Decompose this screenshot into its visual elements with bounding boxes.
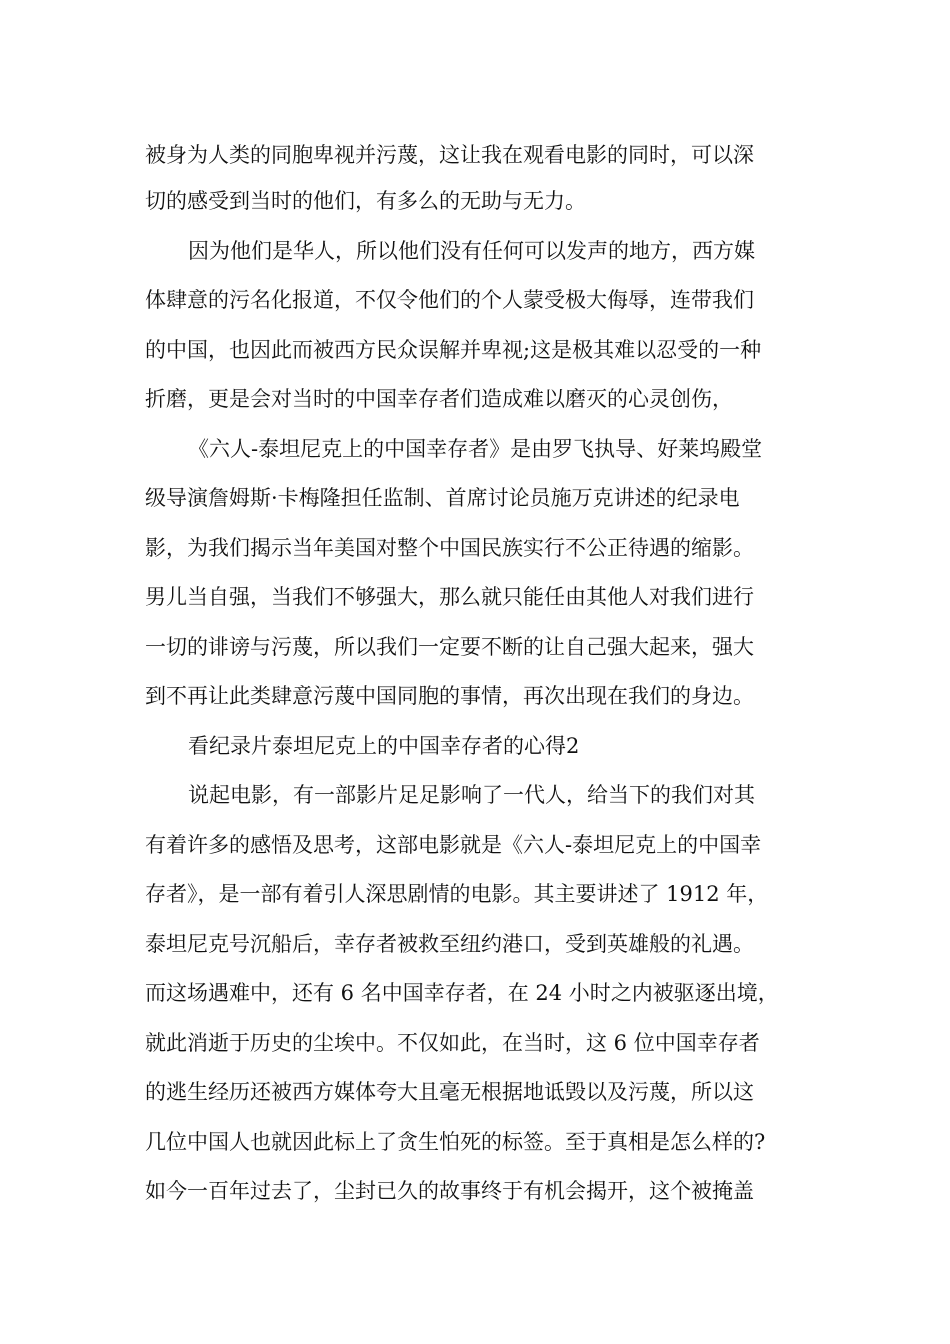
text-line: 被身为人类的同胞卑视并污蔑，这让我在观看电影的同时，可以深 — [145, 143, 754, 167]
text-line: 级导演詹姆斯·卡梅隆担任监制、首席讨论员施万克讲述的纪录电 — [145, 486, 740, 510]
text-line: 切的感受到当时的他们，有多么的无助与无力。 — [145, 189, 586, 213]
text-line: 泰坦尼克号沉船后，幸存者被救至纽约港口，受到英雄般的礼遇。 — [145, 932, 754, 956]
paragraph-start-line: 说起电影，有一部影片足足影响了一代人，给当下的我们对其 — [188, 783, 755, 807]
text-line: 男儿当自强，当我们不够强大，那么就只能任由其他人对我们进行 — [145, 585, 754, 609]
text-line: 有着许多的感悟及思考，这部电影就是《六人-泰坦尼克上的中国幸 — [145, 833, 762, 857]
text-line: 影，为我们揭示当年美国对整个中国民族实行不公正待遇的缩影。 — [145, 536, 754, 560]
text-line: 就此消逝于历史的尘埃中。不仅如此，在当时，这 6 位中国幸存者 — [145, 1031, 760, 1055]
text-line: 如今一百年过去了，尘封已久的故事终于有机会揭开，这个被掩盖 — [145, 1179, 754, 1203]
text-line: 体肆意的污名化报道，不仅令他们的个人蒙受极大侮辱，连带我们 — [145, 288, 754, 312]
text-line: 折磨，更是会对当时的中国幸存者们造成难以磨灭的心灵创伤， — [145, 387, 733, 411]
text-line: 一切的诽谤与污蔑，所以我们一定要不断的让自己强大起来，强大 — [145, 635, 754, 659]
text-line: 而这场遇难中，还有 6 名中国幸存者，在 24 小时之内被驱逐出境， — [145, 981, 779, 1005]
text-line: 的中国，也因此而被西方民众误解并卑视;这是极其难以忍受的一种 — [145, 338, 762, 362]
text-line: 存者》，是一部有着引人深思剧情的电影。其主要讲述了 1912 年， — [145, 882, 769, 906]
text-line: 的逃生经历还被西方媒体夸大且毫无根据地诋毁以及污蔑，所以这 — [145, 1080, 754, 1104]
text-line: 到不再让此类肆意污蔑中国同胞的事情，再次出现在我们的身边。 — [145, 684, 754, 708]
paragraph-start-line: 因为他们是华人，所以他们没有任何可以发声的地方，西方媒 — [188, 239, 755, 263]
paragraph-start-line: 《六人-泰坦尼克上的中国幸存者》是由罗飞执导、好莱坞殿堂 — [188, 437, 763, 461]
text-line: 几位中国人也就因此标上了贪生怕死的标签。至于真相是怎么样的? — [145, 1130, 766, 1154]
section-heading: 看纪录片泰坦尼克上的中国幸存者的心得2 — [188, 734, 580, 758]
